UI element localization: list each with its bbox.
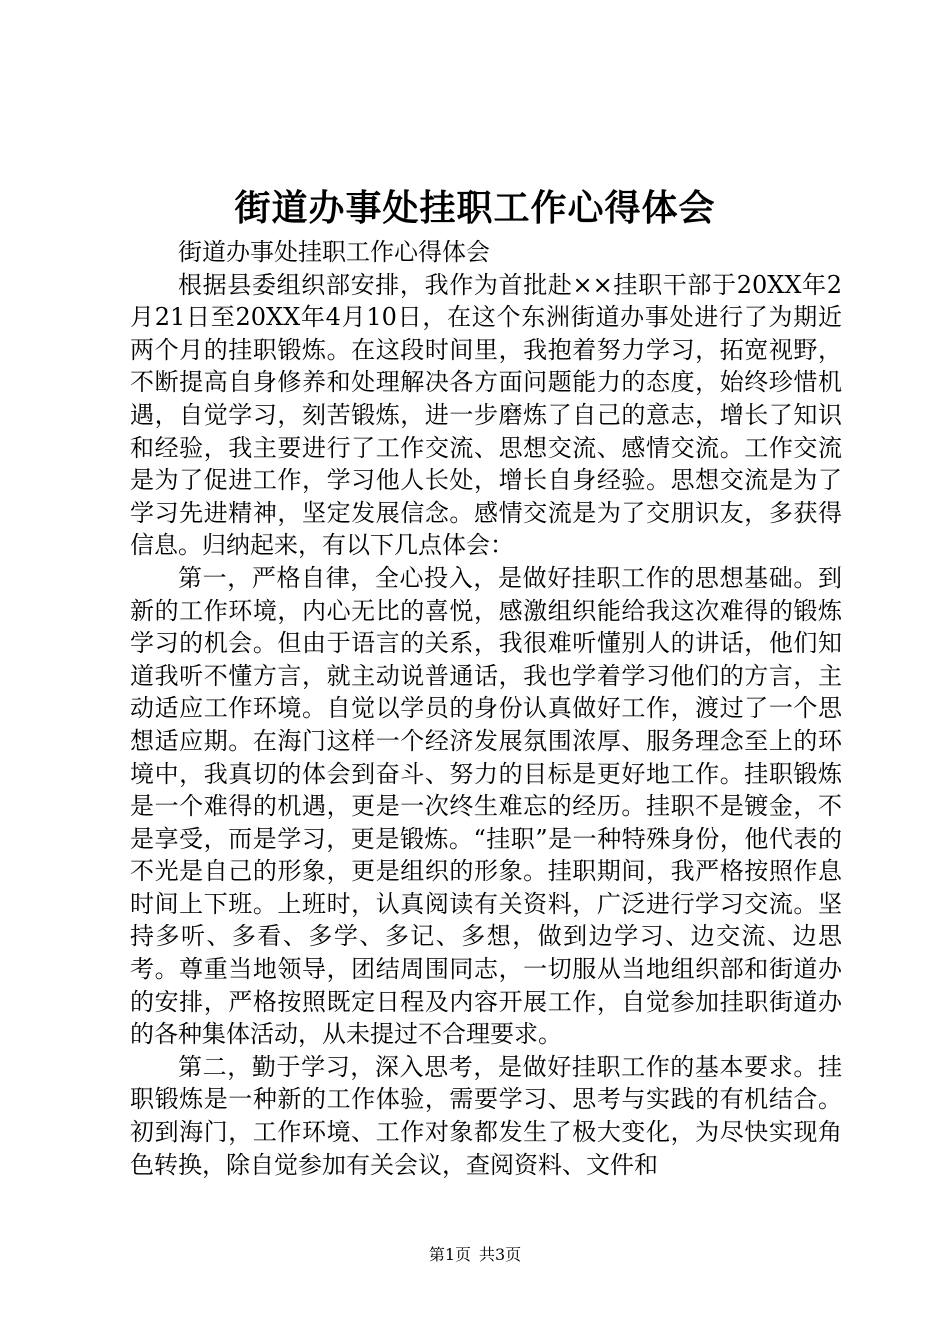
point-one-paragraph: 第一，严格自律，全心投入，是做好挂职工作的思想基础。到新的工作环境，内心无比的喜悦，感激组织能给我这次难得的锻炼学习的机会。但由于语言的关系，我很难听懂别人的讲话，他们知道我听不懂方言，就主动说普通话，我也学着学习他们的方言，主动适应工作环境。自觉以学员的身份认真做好工作，渡过了一个思想适应期。在海门这样一个经济发展氛围浓厚、服务理念至上的环境中，我真切的体会到奋斗、努力的目标是更好地工作。挂职锻炼是一个难得的机遇，更是一次终生难忘的经历。挂职不是镀金，不是享受，而是学习，更是锻炼。“挂职”是一种特殊身份，他代表的不光是自己的形象，更是组织的形象。挂职期间，我严格按照作息时间上下班。上班时，认真阅读有关资料，广泛进行学习交流。坚持多听、多看、多学、多记、多想，做到边学习、边交流、边思考。尊重当地领导，团结周围同志，一切服从当地组织部和街道办的安排，严格按照既定日程及内容开展工作，自觉参加挂职街道办的各种集体活动，从未提过不合理要求。 — [130, 563, 842, 1049]
document-title: 街道办事处挂职工作心得体会 — [234, 187, 716, 229]
intro-paragraph: 根据县委组织部安排，我作为首批赴××挂职干部于20XX年2月21日至20XX年4月10日，在这个东洲街道办事处进行了为期近两个月的挂职锻炼。在这段时间里，我抱着努力学习，拓宽视野，不断提高自身修养和处理解决各方面问题能力的态度，始终珍惜机遇，自觉学习，刻苦锻炼，进一步磨炼了自己的意志，增长了知识和经验，我主要进行了工作交流、思想交流、感情交流。工作交流是为了促进工作，学习他人长处，增长自身经验。思想交流是为了学习先进精神，坚定发展信念。感情交流是为了交朋识友，多获得信息。归纳起来，有以下几点体会： — [130, 270, 842, 560]
subtitle-paragraph: 街道办事处挂职工作心得体会 — [178, 238, 490, 266]
page-footer — [0, 1244, 950, 1266]
page-total: 共3页 — [479, 1245, 522, 1264]
point-two-paragraph: 第二，勤于学习，深入思考，是做好挂职工作的基本要求。挂职锻炼是一种新的工作体验，需要学习、思考与实践的有机结合。初到海门，工作环境、工作对象都发生了极大变化，为尽快实现角色转换，除自觉参加有关会议，查阅资料、文件和 — [130, 1052, 842, 1179]
document-body — [130, 236, 842, 1181]
page-number: 第1页 — [428, 1245, 471, 1264]
